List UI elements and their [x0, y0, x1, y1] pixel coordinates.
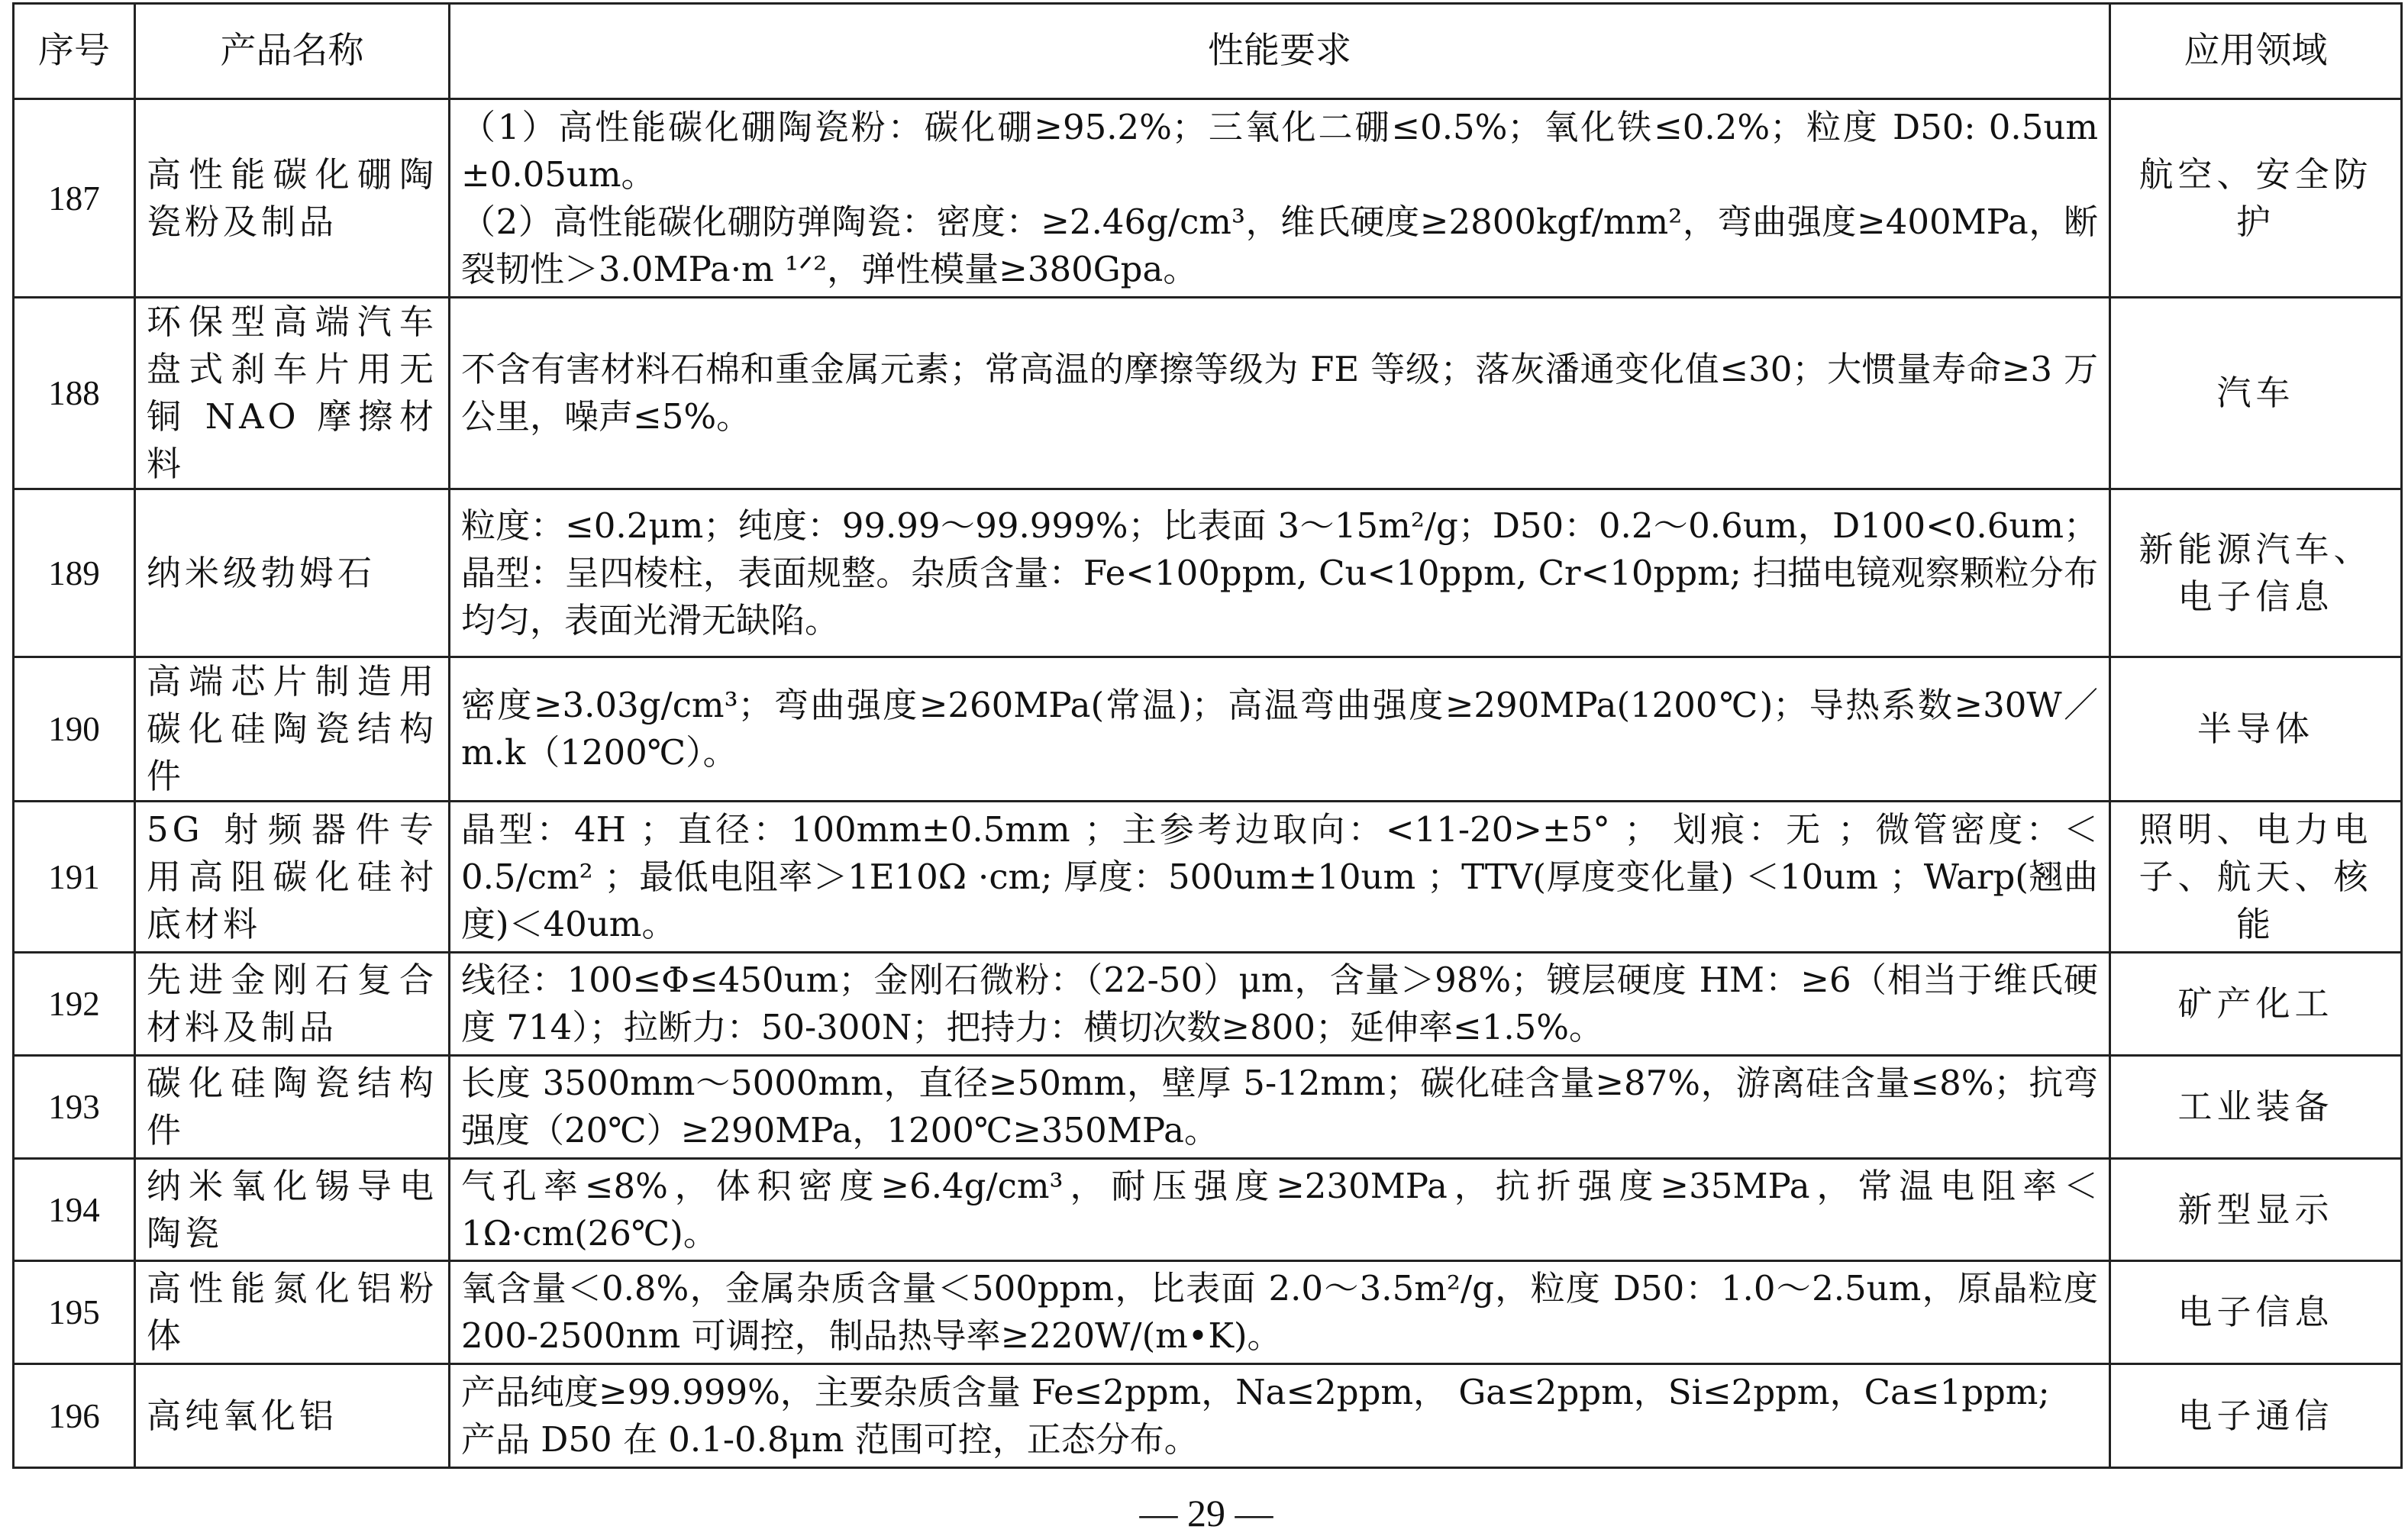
application-field: 新能源汽车、电子信息	[2110, 489, 2402, 657]
header-spec: 性能要求	[450, 4, 2110, 99]
table-row	[14, 1364, 2402, 1468]
header-num: 序号	[14, 4, 135, 99]
product-name: 纳米氧化锡导电陶瓷	[135, 1159, 450, 1261]
table-row	[14, 1261, 2402, 1364]
product-name: 高性能氮化铝粉体	[135, 1261, 450, 1364]
row-number: 194	[14, 1159, 135, 1261]
table-row	[14, 802, 2402, 953]
performance-spec: 晶型：4H ；直径：100mm±0.5mm ；主参考边取向：<11-20>±5° ； 划痕：无 ；微管密度：＜0.5/cm² ；最低电阻率＞1E10Ω ·cm; 厚度：500um±10um ；TTV(厚度变化量) ＜10um ；Warp(翘曲度)＜40um。	[450, 802, 2110, 953]
performance-spec: 不含有害材料石棉和重金属元素；常高温的摩擦等级为 FE 等级；落灰潘通变化值≤30；大惯量寿命≥3 万公里，噪声≤5%。	[450, 298, 2110, 489]
header-field: 应用领域	[2110, 4, 2402, 99]
application-field: 电子通信	[2110, 1364, 2402, 1468]
product-name: 高端芯片制造用碳化硅陶瓷结构件	[135, 657, 450, 802]
row-number: 189	[14, 489, 135, 657]
performance-spec: 长度 3500mm～5000mm，直径≥50mm，壁厚 5-12mm；碳化硅含量≥87%，游离硅含量≤8%；抗弯强度（20℃）≥290MPa，1200℃≥350MPa。	[450, 1056, 2110, 1159]
performance-spec: （1）高性能碳化硼陶瓷粉：碳化硼≥95.2%；三氧化二硼≤0.5%；氧化铁≤0.2%；粒度 D50: 0.5um ±0.05um。 （2）高性能碳化硼防弹陶瓷：密度：≥2.46g/cm³，维氏硬度≥2800kgf/mm²，弯曲强度≥400MPa，断裂韧性＞3.0MPa·m ¹ᐟ²，弹性模量≥380Gpa。	[450, 99, 2110, 298]
table-row	[14, 489, 2402, 657]
row-number: 191	[14, 802, 135, 953]
row-number: 188	[14, 298, 135, 489]
table-row	[14, 1056, 2402, 1159]
table-row	[14, 298, 2402, 489]
application-field: 新型显示	[2110, 1159, 2402, 1261]
table-row	[14, 1159, 2402, 1261]
table-row	[14, 657, 2402, 802]
product-requirements-table	[12, 2, 2403, 1469]
application-field: 电子信息	[2110, 1261, 2402, 1364]
row-number: 192	[14, 953, 135, 1056]
product-name: 碳化硅陶瓷结构件	[135, 1056, 450, 1159]
performance-spec: 氧含量＜0.8%，金属杂质含量＜500ppm，比表面 2.0～3.5m²/g，粒度 D50：1.0～2.5um，原晶粒度 200-2500nm 可调控，制品热导率≥220W/(m•K)。	[450, 1261, 2110, 1364]
product-name: 高纯氧化铝	[135, 1364, 450, 1468]
application-field: 照明、电力电子、航天、核能	[2110, 802, 2402, 953]
application-field: 矿产化工	[2110, 953, 2402, 1056]
performance-spec: 线径：100≤Φ≤450um；金刚石微粉：（22-50）μm，含量＞98%；镀层硬度 HM：≥6（相当于维氏硬度 714）；拉断力：50-300N；把持力：横切次数≥800；延伸率≤1.5%。	[450, 953, 2110, 1056]
row-number: 195	[14, 1261, 135, 1364]
page-number: — 29 —	[1139, 1492, 1273, 1534]
product-name: 纳米级勃姆石	[135, 489, 450, 657]
product-name: 5G 射频器件专用高阻碳化硅衬底材料	[135, 802, 450, 953]
header-name: 产品名称	[135, 4, 450, 99]
performance-spec: 密度≥3.03g/cm³；弯曲强度≥260MPa(常温)；高温弯曲强度≥290MPa(1200℃)；导热系数≥30W／m.k（1200℃）。	[450, 657, 2110, 802]
performance-spec: 气孔率≤8%，体积密度≥6.4g/cm³，耐压强度≥230MPa，抗折强度≥35MPa，常温电阻率＜1Ω·cm(26℃)。	[450, 1159, 2110, 1261]
row-number: 187	[14, 99, 135, 298]
performance-spec: 粒度：≤0.2μm；纯度：99.99～99.999%；比表面 3～15m²/g；D50：0.2～0.6um，D100<0.6um；晶型：呈四棱柱，表面规整。杂质含量：Fe<100ppm, Cu<10ppm, Cr<10ppm; 扫描电镜观察颗粒分布均匀，表面光滑无缺陷。	[450, 489, 2110, 657]
product-name: 先进金刚石复合材料及制品	[135, 953, 450, 1056]
row-number: 196	[14, 1364, 135, 1468]
application-field: 工业装备	[2110, 1056, 2402, 1159]
product-name: 环保型高端汽车盘式刹车片用无铜 NAO 摩擦材料	[135, 298, 450, 489]
table-row	[14, 953, 2402, 1056]
application-field: 航空、安全防护	[2110, 99, 2402, 298]
application-field: 半导体	[2110, 657, 2402, 802]
row-number: 193	[14, 1056, 135, 1159]
table-row	[14, 99, 2402, 298]
application-field: 汽车	[2110, 298, 2402, 489]
row-number: 190	[14, 657, 135, 802]
performance-spec: 产品纯度≥99.999%，主要杂质含量 Fe≤2ppm，Na≤2ppm， Ga≤2ppm，Si≤2ppm，Ca≤1ppm; 产品 D50 在 0.1-0.8μm 范围可控，正态分布。	[450, 1364, 2110, 1468]
product-name: 高性能碳化硼陶瓷粉及制品	[135, 99, 450, 298]
table-header-row	[14, 4, 2402, 99]
